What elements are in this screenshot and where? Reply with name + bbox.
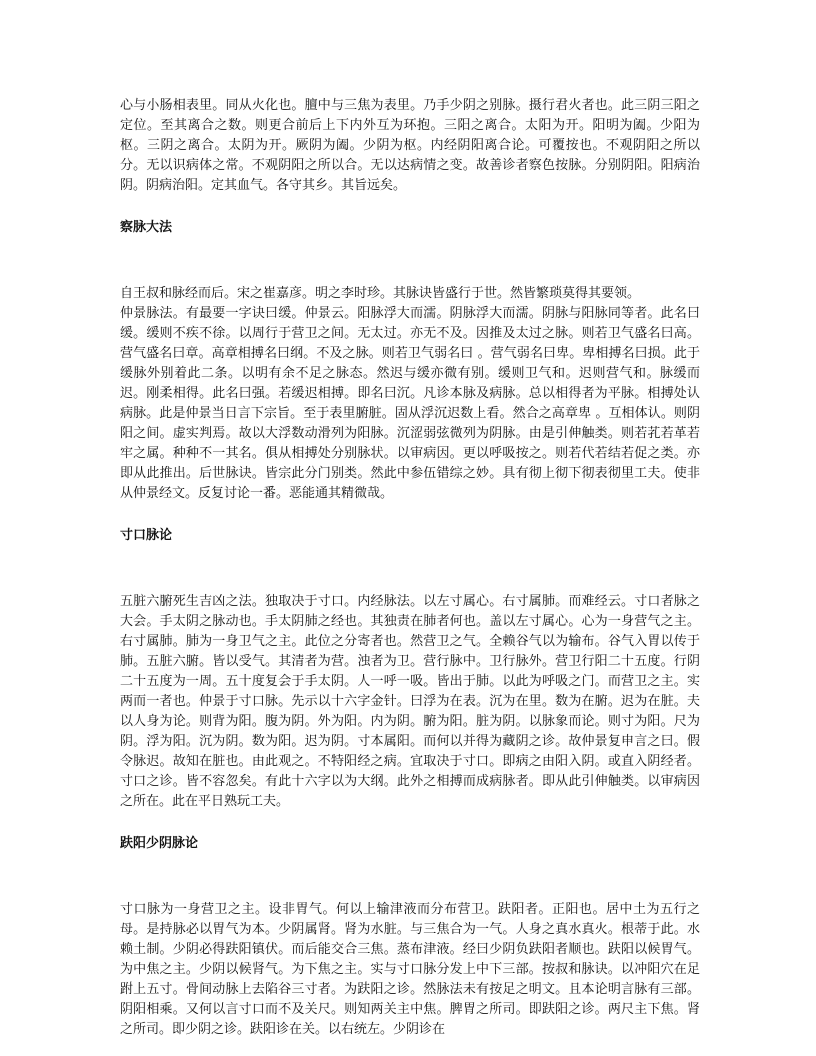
spacer bbox=[120, 854, 700, 900]
spacer bbox=[120, 812, 700, 834]
spacer bbox=[120, 504, 700, 526]
intro-paragraph: 心与小肠相表里。同从火化也。膻中与三焦为表里。乃手少阴之别脉。摄行君火者也。此三阴三阳之定位。至其离合之数。则更合前后上下内外互为环抱。三阳之离合。太阳为开。阳明为阖。少阳为枢。三阴之离合。太阴为开。厥阴为阖。少阴为枢。内经阴阳离合论。可覆按也。不观阴阳之所以分。无以识病体之常。不观阴阳之所以合。无以达病情之变。故善诊者察色按脉。分别阴阳。阳病治阴。阴病治阳。定其血气。各守其乡。其旨远矣。 bbox=[120, 98, 700, 193]
section1-paragraph: 仲景脉法。有最要一字诀曰缓。仲景云。阳脉浮大而濡。阴脉浮大而濡。阴脉与阳脉同等者。此名曰缓。缓则不疾不徐。以周行于营卫之间。无太过。亦无不及。因推及太过之脉。则若卫气盛名曰高。营气盛名曰章。高章相搏名曰纲。不及之脉。则若卫气弱名曰 。营气弱名曰卑。卑相搏名曰损。此于缓脉外别着此二条。以明有余不足之脉态。然迟与缓亦微有别。缓则卫气和。迟则营气和。脉缓而迟。刚柔相得。此名曰强。若缓迟相搏。即名曰沉。凡诊本脉及病脉。总以相得者为平脉。相搏处认病脉。此是仲景当日言下宗旨。至于表里腑脏。固从浮沉迟数上看。然合之高章卑 。互相体认。则阴阳之间。虚实判焉。故以大浮数动滑列为阳脉。沉涩弱弦微列为阴脉。由是引伸触类。则若芤若革若牢之属。种种不一其名。俱从相搏处分别脉状。以审病因。更以呼吸按之。则若代若结若促之类。亦即从此推出。后世脉诀。皆宗此分门别类。然此中参伍错综之妙。具有彻上彻下彻表彻里工夫。使非从仲景经文。反复讨论一番。恶能通其精微哉。 bbox=[120, 306, 700, 501]
section2-paragraph: 五脏六腑死生吉凶之法。独取决于寸口。内经脉法。以左寸属心。右寸属肺。而难经云。寸口者脉之大会。手太阴之脉动也。手太阴肺之经也。其独责在肺者何也。盖以左寸属心。心为一身营气之主。右寸属肺。肺为一身卫气之主。此位之分寄者也。然营卫之气。全赖谷气以为输布。谷气入胃以传于肺。五脏六腑。皆以受气。其清者为营。浊者为卫。营行脉中。卫行脉外。营卫行阳二十五度。行阴二十五度为一周。五十度复会于手太阴。人一呼一吸。皆出于肺。以此为呼吸之门。而营卫之主。实两而一者也。仲景于寸口脉。先示以十六字金针。曰浮为在表。沉为在里。数为在腑。迟为在脏。夫以人身为论。则背为阳。腹为阴。外为阳。内为阴。腑为阳。脏为阴。以脉象而论。则寸为阳。尺为阴。浮为阳。沉为阴。数为阳。迟为阴。寸本属阳。而何以并得为藏阴之诊。故仲景复申言之曰。假令脉迟。故知在脏也。由此观之。不特阳经之病。宜取决于寸口。即病之由阳入阴。或直入阴经者。寸口之诊。皆不容忽矣。有此十六字以为大纲。此外之相搏而成病脉者。即从此引伸触类。以审病因之所在。此在平日熟玩工夫。 bbox=[120, 594, 700, 809]
spacer bbox=[120, 238, 700, 284]
section-heading-fuyang-shaoyin: 趺阳少阴脉论 bbox=[120, 836, 199, 851]
document-page bbox=[120, 96, 700, 1040]
section3-paragraph: 寸口脉为一身营卫之主。设非胃气。何以上输津液而分布营卫。趺阳者。正阳也。居中土为五行之母。是持脉必以胃气为本。少阴属肾。肾为水脏。与三焦合为一气。人身之真水真火。根蒂于此。水赖土制。少阴必得趺阳镇伏。而后能交合三焦。蒸布津液。经曰少阴负趺阳者顺也。趺阳以候胃气。为中焦之主。少阴以候肾气。为下焦之主。实与寸口脉分发上中下三部。按叔和脉诀。以冲阳穴在足跗上五寸。骨间动脉上去陷谷三寸者。为趺阳之诊。然脉法未有按足之明文。且本论明言脉有三部。阴阳相乘。又何以言寸口而不及关尺。则知两关主中焦。脾胃之所司。即趺阳之诊。两尺主下焦。肾之所司。即少阴之诊。趺阳诊在关。以右统左。少阴诊在 bbox=[120, 902, 700, 1037]
section-heading-cunkou: 寸口脉论 bbox=[120, 528, 173, 543]
section-heading-pulse-methods: 察脉大法 bbox=[120, 220, 173, 235]
section1-first-line: 自王叔和脉经而后。宋之崔嘉彦。明之李时珍。其脉诀皆盛行于世。然皆繁琐莫得其要领。 bbox=[120, 286, 641, 301]
spacer bbox=[120, 546, 700, 592]
spacer bbox=[120, 196, 700, 218]
